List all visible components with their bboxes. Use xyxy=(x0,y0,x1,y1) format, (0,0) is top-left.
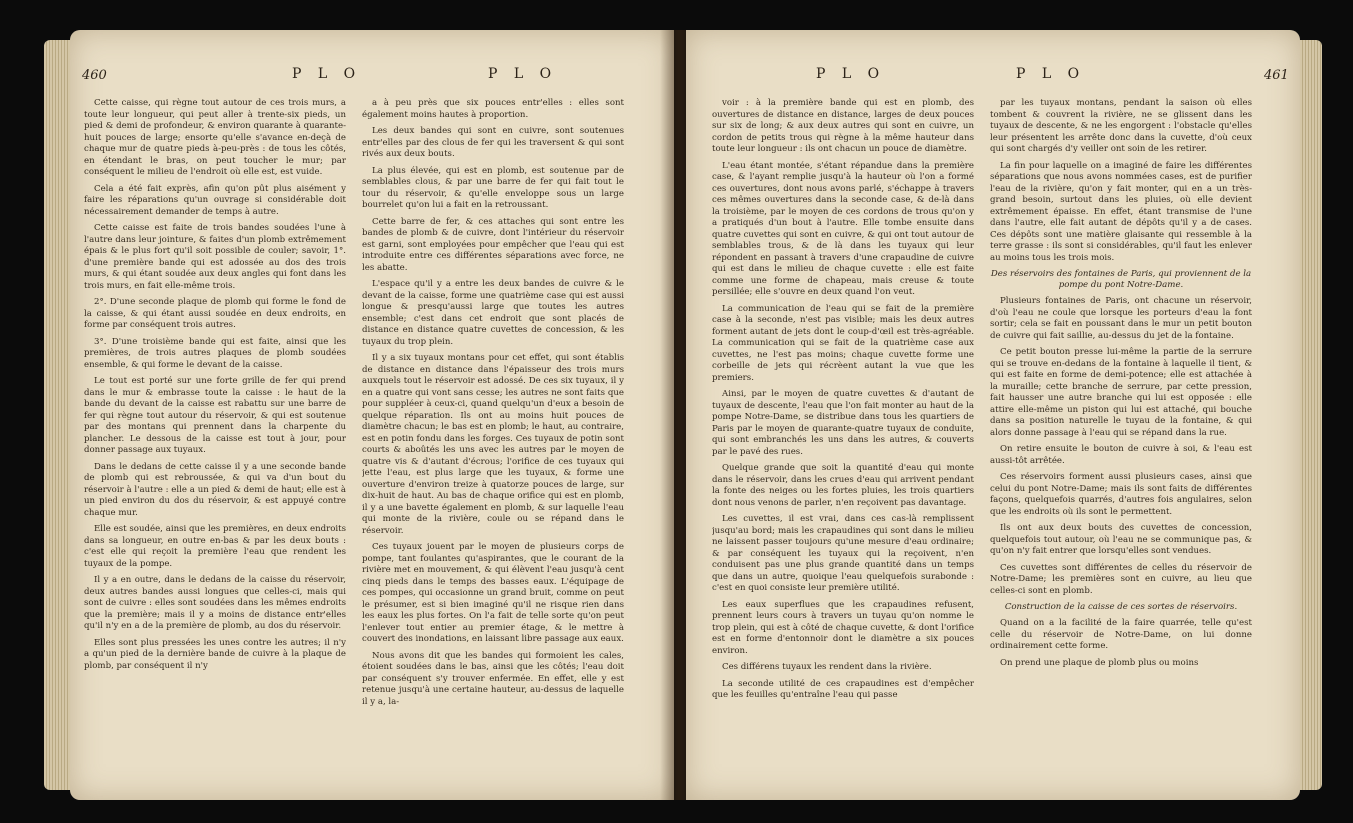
paragraph: Cette caisse est faite de trois bandes soudées l'une à l'autre dans leur jointure, & faites d'un plomb extrêmement épais & le plus fort qu'il soit possible de couler; savoir, 1°. d'une première bande qui est adossée au dos des trois murs, & qui étant soudée aux deux angles qui font dans les trois murs, en fait elle-même trois. xyxy=(84,223,346,291)
right-column-1 xyxy=(712,98,974,800)
right-page xyxy=(686,30,1300,800)
paragraph: Ces tuyaux jouent par le moyen de plusieurs corps de pompe, tant foulantes qu'aspirantes, que le courant de la rivière met en mouvement, & qui élèvent l'eau jusqu'à cent cinq pieds dans le temps des basses eaux. L'équipage de ces pompes, qui occasionne un grand bruit, comme on peut le présumer, est si bien imaginé qu'il ne risque rien dans les eaux les plus fortes. On l'a fait de telle sorte qu'on peut l'enlever tout entier au premier étage, & le mettre à couvert des inondations, en laissant libre passage aux eaux. xyxy=(362,542,624,644)
paragraph: Elles sont plus pressées les unes contre les autres; il n'y a qu'un pied de la dernière bande de cuivre à la plaque de plomb, par conséquent il n'y xyxy=(84,637,346,671)
running-head-left: P L O xyxy=(292,66,362,82)
paragraph: Ainsi, par le moyen de quatre cuvettes & d'autant de tuyaux de descente, l'eau que l'on fait monter au haut de la pompe Notre-Dame, se distribue dans tous les quartiers de Paris par le moyen de quarante-quatre tuyaux de conduite, qui sont embranchés les uns dans les autres, & couverts par le pavé des rues. xyxy=(712,389,974,457)
paragraph: L'eau étant montée, s'étant répandue dans la première case, & l'ayant remplie jusqu'à la hauteur où l'on a formé ces ouvertures, dont nous avons parlé, s'échappe à travers ces mêmes ouvertures dans la seconde case, & de-là dans la troisième, par le moyen de ces cordons de trous qu'on y a pratiqués d'un bout à l'autre. Elle tombe ensuite dans quatre cuvettes qui sont en cuivre, & qui ont tout autour de semblables trous, & de là dans les tuyaux qui leur répondent en passant à travers d'une crapaudine de cuivre qui est dans le milieu de chaque cuvette : elle est faite comme une forme de chapeau, mais creuse & toute persillée; elle s'ouvre en deux quand l'on veut. xyxy=(712,160,974,297)
paragraph: Elle est soudée, ainsi que les premières, en deux endroits dans sa longueur, en outre en-bas & par les deux bouts : c'est elle qui reçoit la première l'eau que rendent les tuyaux de la pompe. xyxy=(84,524,346,569)
paragraph: On prend une plaque de plomb plus ou moins xyxy=(1000,657,1199,668)
paragraph: Les eaux superflues que les crapaudines refusent, prennent leurs cours à travers un tuyau qu'on nomme le trop plein, qui est à côté de chaque cuvette, & dont l'orifice est en forme d'entonnoir dont le diamètre a six pouces environ. xyxy=(712,599,974,656)
paragraph: Cela a été fait exprès, afin qu'on pût plus aisément y faire les réparations qu'un ouvrage si considérable doit nécessairement demander de temps à autre. xyxy=(84,183,346,217)
paragraph: La fin pour laquelle on a imaginé de faire les différentes séparations que nous avons nommées cases, est de purifier l'eau de la rivière, qu'on y fait monter, qui en a un très-grand besoin, surtout dans les pluies, où elle devient extrêmement épaisse. En effet, étant transmise de l'une dans l'autre, elle fait autant de dépôts qu'il y a de cases. Ces dépôts sont une matière glaisante qui ressemble à la terre grasse : ils sont si considérables, qu'il faut les enlever au moins tous les trois mois. xyxy=(990,160,1252,263)
paragraph: Ils ont aux deux bouts des cuvettes de concession, quelquefois tout autour, où l'eau ne se communique pas, & qu'on n'y fait entrer que lorsqu'elles sont vendues. xyxy=(990,523,1252,556)
page-number-left: 460 xyxy=(82,68,107,83)
paragraph: Les cuvettes, il est vrai, dans ces cas-là remplissent jusqu'au bord; mais les crapaudines qui sont dans le milieu ne laissent passer toujours qu'une mesure d'eau ordinaire; & par conséquent les tuyaux qui la reçoivent, n'en conduisent pas une plus grande quantité dans un temps que dans un autre, quoique l'eau quelquefois surabonde : c'est en quoi consiste leur première utilité. xyxy=(712,514,974,593)
left-column-2 xyxy=(362,98,624,800)
paragraph: 3°. D'une troisième bande qui est faite, ainsi que les premières, de trois autres plaques de plomb soudées ensemble, & qui forme le devant de la caisse. xyxy=(84,336,346,370)
paragraph: Il y a six tuyaux montans pour cet effet, qui sont établis de distance en distance dans l'épaisseur des trois murs auxquels tout le réservoir est adossé. De ces six tuyaux, il y en a quatre qui vont sans cesse; les autres ne sont faits que pour suppléer à ceux-ci, quand quelqu'un d'eux a besoin de quelque réparation. Ils ont au moins huit pouces de diamètre chacun; le bas est en plomb; le haut, au contraire, est en potin fondu dans les forges. Ces tuyaux de potin sont courts & aboûtés les uns avec les autres par le moyen de quatre vis & d'autant d'écrous; l'orifice de ces tuyaux qui jette l'eau, est plus large que les tuyaux, & forme une ouverture d'environ treize à quatorze pouces de large, sur dix-huit de haut. Au bas de chaque orifice qui est en plomb, il y a une bavette également en plomb, & sur laquelle l'eau qui monte de la rivière, coule ou se répand dans le réservoir. xyxy=(362,353,624,536)
paragraph: La seconde utilité de ces crapaudines est d'empêcher que les feuilles qu'entraîne l'eau qui passe xyxy=(712,678,974,700)
paragraph: Cette caisse, qui règne tout autour de ces trois murs, a toute leur longueur, qui peut aller à trente-six pieds, un pied & demi de profondeur, & environ quarante à quarante-huit pouces de large; ensorte qu'elle s'avance en-deçà de chaque mur de quatre pieds à-peu-près : de tous les côtés, en étendant le bras, on peut toucher le mur; par conséquent le milieu de l'endroit où elle est, est vuide. xyxy=(84,98,346,177)
paragraph: 2°. D'une seconde plaque de plomb qui forme le fond de la caisse, & qui étant aussi soudée en deux endroits, en forme par conséquent trois autres. xyxy=(84,297,346,330)
paragraph: Cette barre de fer, & ces attaches qui sont entre les bandes de plomb & de cuivre, dont l'intérieur du réservoir est garni, sont employées pour empêcher que l'eau qui est introduite entre ces différentes séparations avec force, ne les abatte. xyxy=(362,216,624,273)
paragraph: Les deux bandes qui sont en cuivre, sont soutenues entr'elles par des clous de fer qui les traversent & qui sont rivés aux deux bouts. xyxy=(362,126,624,159)
running-head-left-2: P L O xyxy=(488,66,558,82)
running-head-right-2: P L O xyxy=(1016,66,1086,82)
left-page xyxy=(70,30,674,800)
paragraph: Ce petit bouton presse lui-même la partie de la serrure qui se trouve en-dedans de la fontaine à laquelle il tient, & qui est faite en forme de demi-potence; elle est attachée à la muraille; cette branche de serrure, par cette pression, fait hausser une autre branche qui lui est opposée : elle attire elle-même un piston qui lui est attaché, qui bouche dans sa position naturelle le tuyau de la fontaine, & qui alors donne passage à l'eau qui se répand dans la rue. xyxy=(990,347,1252,438)
running-head-right: P L O xyxy=(816,66,886,82)
section-heading: Construction de la caisse de ces sortes de réservoirs. xyxy=(1004,602,1238,612)
paragraph: Ces cuvettes sont différentes de celles du réservoir de Notre-Dame; les premières sont en cuivre, au lieu que celles-ci sont en plomb. xyxy=(990,562,1252,596)
paragraph: Dans le dedans de cette caisse il y a une seconde bande de plomb qui est rebroussée, & qui va d'un bout du réservoir à l'autre : elle a un pied & demi de haut; elle est à un pied environ du dos du réservoir, & est appuyé contre chaque mur. xyxy=(84,461,346,518)
left-column-1 xyxy=(84,98,346,800)
paragraph: Quand on a la facilité de la faire quarrée, telle qu'est celle du réservoir de Notre-Dame, on lui donne ordinairement cette forme. xyxy=(990,618,1252,651)
paragraph: Plusieurs fontaines de Paris, ont chacune un réservoir, d'où l'eau ne coule que lorsque les porteurs d'eau la font sortir; cela se fait en poussant dans le mur un petit bouton de cuivre qui fait saillie, au-dessus du jet de la fontaine. xyxy=(990,296,1252,341)
paragraph: Nous avons dit que les bandes qui formoient les cales, étoient soudées dans le bas, ainsi que les côtés; l'eau doit par conséquent s'y trouver enfermée. En effet, elle y est retenue jusqu'à une certaine hauteur, au-dessus de laquelle il y a, la- xyxy=(362,650,624,707)
paragraph: On retire ensuite le bouton de cuivre à soi, & l'eau est aussi-tôt arrêtée. xyxy=(990,444,1252,466)
paragraph: voir : à la première bande qui est en plomb, des ouvertures de distance en distance, larges de deux pouces sur six de long; & aux deux autres qui sont en cuivre, un cordon de petits trous qui règne à la même hauteur dans toute leur longueur : ils ont chacun un pouce de diamètre. xyxy=(712,98,974,154)
paragraph: Quelque grande que soit la quantité d'eau qui monte dans le réservoir, dans les crues d'eau qui arrivent pendant la fonte des neiges ou les fortes pluies, les trois quartiers dont nous venons de parler, n'en reçoivent pas davantage. xyxy=(712,463,974,508)
paragraph: La plus élevée, qui est en plomb, est soutenue par de semblables clous, & par une barre de fer qui fait tout le tour du réservoir, & qu'elle enveloppe sous un large bourrelet qu'on lui a fait en la retroussant. xyxy=(362,165,624,210)
paragraph: Le tout est porté sur une forte grille de fer qui prend dans le mur & embrasse toute la caisse : le haut de la bande du devant de la caisse est rabattu sur une barre de fer qui règne tout autour du réservoir, & qui est soutenue par des montans qui prennent dans la charpente du plancher. Le dessous de la caisse est tout à jour, pour donner passage aux tuyaux. xyxy=(84,376,346,455)
paragraph: Ces réservoirs forment aussi plusieurs cases, ainsi que celui du pont Notre-Dame; mais ils sont faits de différentes façons, quelquefois quarrés, d'autres fois angulaires, selon que les endroits où ils sont le permettent. xyxy=(990,472,1252,517)
section-heading: Des réservoirs des fontaines de Paris, qui proviennent de la pompe du pont Notre-Dame. xyxy=(990,269,1252,290)
paragraph: La communication de l'eau qui se fait de la première case à la seconde, n'est pas visible; mais les deux autres forment autant de jets dont le coup-d'œil est très-agréable. La communication qui se fait de la quatrième case aux cuvettes, ne l'est pas moins; chaque cuvette forme une corbeille de jets qui récrèent autant la vue que les premiers. xyxy=(712,303,974,383)
paragraph: Il y a en outre, dans le dedans de la caisse du réservoir, deux autres bandes aussi longues que celles-ci, mais qui sont de cuivre : elles sont soudées dans les mêmes endroits que la première; mais il y a moins de distance entr'elles qu'il n'y en a de la première de plomb, au dos du réservoir. xyxy=(84,575,346,631)
paragraph: a à peu près que six pouces entr'elles : elles sont également moins hautes à proportion. xyxy=(362,98,624,120)
paragraph: par les tuyaux montans, pendant la saison où elles tombent & couvrent la rivière, ne se glissent dans les tuyaux de descente, & ne les engorgent : l'obstacle qu'elles leur présentent les arrête donc dans la cuvette, d'où ceux qui sont chargés d'y veiller ont soin de les retirer. xyxy=(990,98,1252,154)
paragraph: Ces différens tuyaux les rendent dans la rivière. xyxy=(722,662,932,672)
right-column-2 xyxy=(990,98,1252,800)
paragraph: L'espace qu'il y a entre les deux bandes de cuivre & le devant de la caisse, forme une quatrième case qui est aussi longue & presqu'aussi large que toutes les autres ensemble; c'est dans cet endroit que sont placés de distance en distance quatre cuvettes de concession, & les tuyaux du trop plein. xyxy=(362,279,624,347)
page-number-right: 461 xyxy=(1264,68,1289,83)
